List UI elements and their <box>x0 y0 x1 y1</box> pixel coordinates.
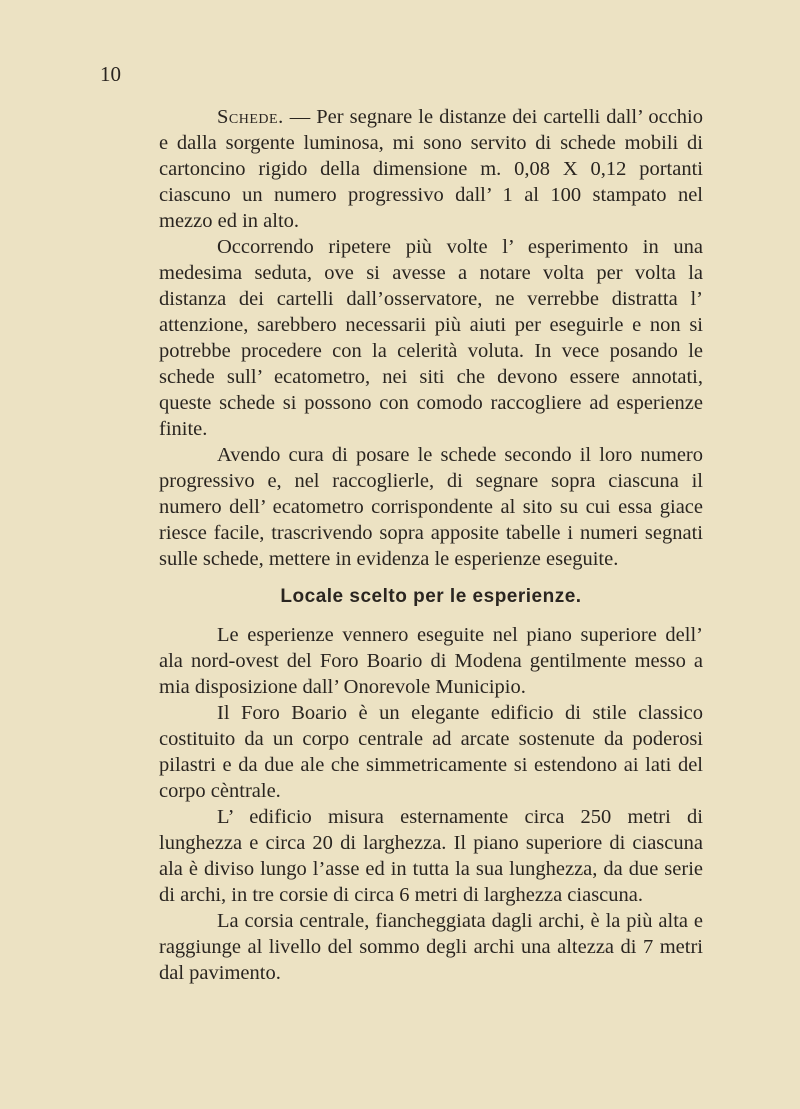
paragraph-foro-boario: Il Foro Boario è un elegante edificio di stile classico costituito da un corpo centrale ad arcate sostenute da poderosi pilastri e da due ale che simmetricamente si estendono ai lati del corpo cèntrale. <box>159 702 703 802</box>
paragraph-esperienze: Le esperienze vennero eseguite nel piano superiore dell’ ala nord-ovest del Foro Boario di Modena gentilmente messo a mia disposizione dall’ Onorevole Municipio. <box>159 624 703 698</box>
paragraph-schede <box>159 104 703 234</box>
paragraph-avendo: Avendo cura di posare le schede secondo il loro numero progressivo e, nel raccoglierle, di segnare sopra ciascuna il numero dell’ ecatometro corrispondente al sito su cui essa giace riesce facile, trascrivendo sopra apposite tabelle i numeri segnati sulle schede, mettere in evidenza le esperienze eseguite. <box>159 444 703 570</box>
paragraph-occorrendo: Occorrendo ripetere più volte l’ esperimento in una medesima seduta, ove si avesse a notare volta per volta la distanza dei cartelli dall’osservatore, ne verrebbe distratta l’ attenzione, sarebbero necessarii più aiuti per eseguirle e non si potrebbe procedere con la celerità voluta. In vece posando le schede sull’ ecatometro, nei siti che devono essere annotati, queste schede si possono con comodo raccogliere ad esperienze finite. <box>159 236 703 440</box>
body-text <box>159 104 703 986</box>
paragraph-corsia: La corsia centrale, fiancheggiata dagli archi, è la più alta e raggiunge al livello del sommo degli archi una altezza di 7 metri dal pavimento. <box>159 910 703 984</box>
paragraph-edificio: L’ edificio misura esternamente circa 250 metri di lunghezza e circa 20 di larghezza. Il piano superiore di ciascuna ala è diviso lungo l’asse ed in tutta la sua lunghezza, da due serie di archi, in tre corsie di circa 6 metri di larghezza ciascuna. <box>159 806 703 906</box>
page-number: 10 <box>100 62 121 86</box>
section-heading: Locale scelto per le esperienze. <box>280 586 582 607</box>
lead-word: Schede. <box>217 106 284 128</box>
paragraph-text: — Per segnare le distanze dei cartelli dall’ occhio e dalla sorgente luminosa, mi sono servito di schede mobili di cartoncino rigido della dimensione m. 0,08 X 0,12 portanti ciascuno un numero progressivo dall’ 1 al 100 stampato nel mezzo ed in alto. <box>159 106 703 232</box>
